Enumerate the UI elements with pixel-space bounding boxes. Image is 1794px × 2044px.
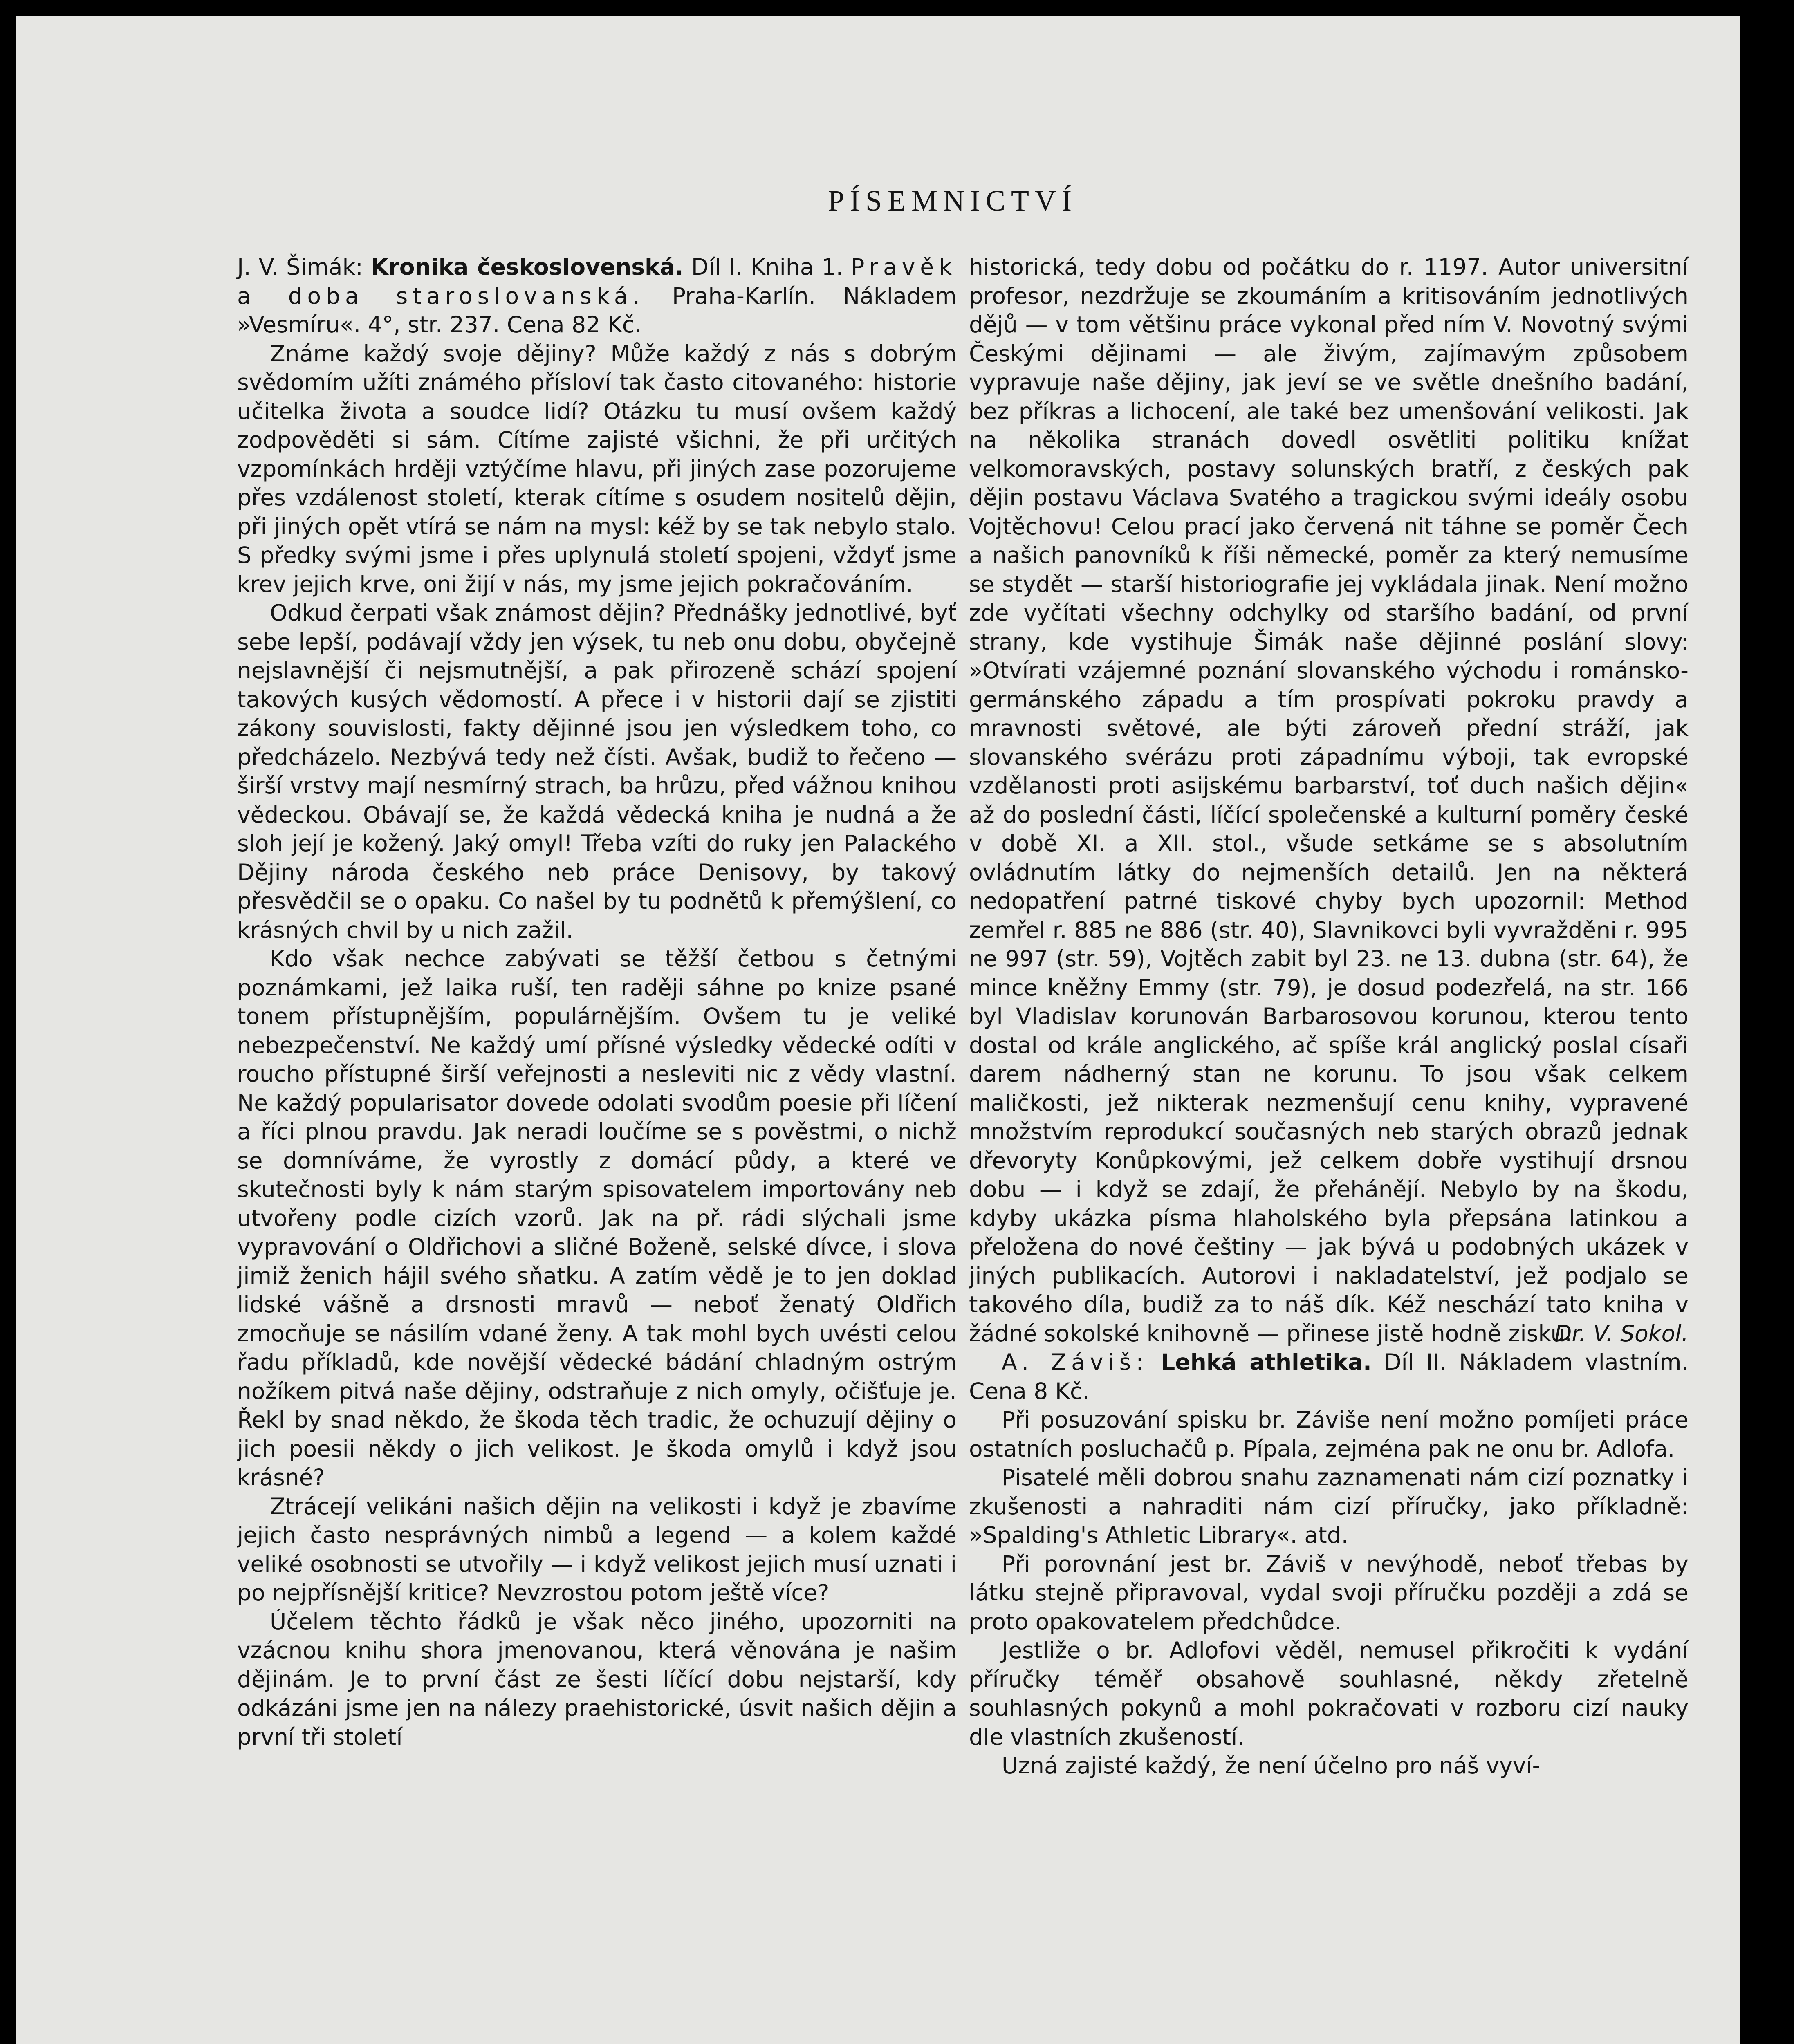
paragraph: Pisatelé měli dobrou snahu zaznamenati nám cizí poznatky i zkušenosti a nahraditi nám cizí příručky, jako příkladně: »Spalding's Athletic Library«. atd.: [969, 1464, 1689, 1548]
review-author: J. V. Šimák:: [237, 254, 363, 280]
review-signature: Dr. V. Sokol.: [1554, 1320, 1689, 1347]
paragraph-continued: historická, tedy dobu od počátku do r. 1197. Autor universitní profesor, nezdržuje se zkoumáním a kritisováním jednotlivých dějů — v tom většinu práce vykonal před ním V. Novotný svými Českými dějinami — ale živým, zajímavým způsobem vypravuje naše dějiny, jak jeví se ve světle dnešního badání, bez příkras a lichocení, ale také bez umenšování velikosti. Jak na několika stranách dovedl osvětliti politiku knížat velkomoravských, postavy solunských bratří, z českých pak dějin postavu Václava Svatého a tragickou svými ideály osobu Vojtěchovu! Celou prací jako červená nit táhne se poměr Čech a našich panovníků k říši německé, poměr za který nemusíme se stydět — starší historiografie jej vykládala jinak. Není možno zde vyčítati všechny odchylky od staršího badání, od první strany, kde vystihuje Šimák naše dějinné poslání slovy: »Otvírati vzájemné poznání slovanského východu i románsko-germánského západu a tím prospívati pokroku pravdy a mravnosti světové, ale býti zároveň přední stráží, jak slovanského svérázu proti západnímu výboji, tak evropské vzdělanosti proti asijskému barbarství, toť duch našich dějin« až do poslední části, líčící společenské a kulturní poměry české v době XI. a XII. stol., všude setkáme se s absolutním ovládnutím látky do nejmenších detailů. Jen na některá nedopatření patrné tiskové chyby bych upozornil: Method zemřel r. 885 ne 886 (str. 40), Slavnikovci byli vyvražděni r. 995 ne 997 (str. 59), Vojtěch zabit byl 23. ne 13. dubna (str. 64), že mince kněžny Emmy (str. 79), je dosud podezřelá, na str. 166 byl Vladislav korunován Barbarosovou korunou, kterou tento dostal od krále anglického, ač spíše král anglický poslal císaři darem nádherný stan ne korunu. To jsou však celkem maličkosti, jež nikterak nezmenšují cenu knihy, vypravené množstvím reprodukcí současných neb starých obrazů jednak dřevoryty Konůpkovými, jež celkem dobře vystihují drsnou dobu — i když se zdají, že přehánějí. Nebylo by na škodu, kdyby ukázka písma hlaholského byla přepsána latinkou a přeložena do nové češtiny — jak bývá u podobných ukázek v jiných publikacích. Autorovi i nakladatelství, jež podjalo se takového díla, budiž za to náš dík. Kéž neschází tato kniha v žádné sokolské knihovně — přinese jistě hodně zisku.: [969, 254, 1689, 1347]
review-header: [969, 1348, 1689, 1405]
scan-border-right: [1740, 0, 1794, 2044]
review-title: Kronika československá.: [371, 254, 684, 280]
paragraph: Známe každý svoje dějiny? Může každý z nás s dobrým svědomím užíti známého přísloví tak často citovaného: historie učitelka života a soudce lidí? Otázku tu musí ovšem každý zodpověděti si sám. Cítíme zajisté všichni, že při určitých vzpomínkách hrději vztýčíme hlavu, při jiných zase pozorujeme přes vzdálenost století, kterak cítíme s osudem nositelů dějin, při jiných opět vtírá se nám na mysl: kéž by se tak nebylo stalo. S předky svými jsme i přes uplynulá století spojeni, vždyť jsme krev jejich krve, oni žijí v nás, my jsme jejich pokračováním.: [237, 340, 957, 597]
review-publication-info: Díl II. Nákladem vlastním. Cena 8 Kč.: [969, 1349, 1689, 1404]
paragraph: Účelem těchto řádků je však něco jiného, upozorniti na vzácnou knihu shora jmenovanou, která věnována je našim dějinám. Je to první část ze šesti líčící dobu nejstarší, kdy odkázáni jsme jen na nálezy praehistorické, úsvit našich dějin a první tři století: [237, 1608, 957, 1750]
section-heading: PÍSEMNICTVÍ: [827, 184, 1077, 217]
paragraph: Při porovnání jest br. Záviš v nevýhodě, neboť třebas by látku stejně připravoval, vydal svoji příručku později a zdá se proto opakovatelem předchůdce.: [969, 1551, 1689, 1635]
review-header: [237, 253, 957, 339]
paragraph: Jestliže o br. Adlofovi věděl, nemusel přikročiti k vydání příručky téměř obsahově souhlasné, někdy zřetelně souhlasných pokynů a mohl pokračovati v rozboru cizí nauky dle vlastních zkušeností.: [969, 1637, 1689, 1750]
review-publication-info: Praha-Karlín. Nákladem »Vesmíru«. 4°, str. 237. Cena 82 Kč.: [237, 282, 957, 338]
paragraph: Při posuzování spisku br. Záviše není možno pomíjeti práce ostatních posluchačů p. Pípala, zejména pak ne onu br. Adlofa.: [969, 1407, 1689, 1462]
paragraph: Kdo však nechce zabývati se těžší četbou s četnými poznámkami, jež laika ruší, ten raději sáhne po knize psané tonem přístupnějším, populárnějším. Ovšem tu je veliké nebezpečenství. Ne každý umí přísné výsledky vědecké odíti v roucho přístupné širší veřejnosti a nesleviti nic z vědy vlastní. Ne každý popularisator dovede odolati svodům poesie při líčení a říci plnou pravdu. Jak neradi loučíme se s pověstmi, o nichž se domníváme, že vyrostly z domácí půdy, a které ve skutečnosti byly k nám starým spisovatelem importovány neb utvořeny podle cizích vzorů. Jak na př. rádi slýchali jsme vypravování o Oldřichovi a sličné Boženě, selské dívce, i slova jimiž ženich hájil svého sňatku. A zatím vědě je to jen doklad lidské vášně a drsnosti mravů — neboť ženatý Oldřich zmocňuje se násilím vdané ženy. A tak mohl bych uvésti celou řadu příkladů, kde novější vědecké bádání chladným ostrým nožíkem pitvá naše dějiny, odstraňuje z nich omyly, očišťuje je. Řekl by snad někdo, že škoda těch tradic, že ochuzují dějiny o jich poesii někdy o jich velikost. Je škoda omylů i když jsou krásné?: [237, 946, 957, 1490]
paragraph: Uzná zajisté každý, že není účelno pro náš vyví-: [1002, 1753, 1541, 1779]
review-author: A. Záviš:: [1002, 1349, 1148, 1375]
review-subtitle: Pravěk a doba staroslovanská.: [237, 254, 957, 309]
right-column: [969, 253, 1689, 1780]
review-title: Lehká athletika.: [1161, 1349, 1372, 1375]
left-column: [237, 253, 957, 1751]
review-volume: Díl I. Kniha 1.: [691, 254, 843, 280]
paragraph: Ztrácejí velikáni našich dějin na velikosti i když je zbavíme jejich často nesprávných nimbů a legend — a kolem každé veliké osobnosti se utvořily — i když velikost jejich musí uznati i po nejpřísnější kritice? Nevzrostou potom ještě více?: [237, 1493, 957, 1606]
paragraph: Odkud čerpati však známost dějin? Přednášky jednotlivé, byť sebe lepší, podávají vždy jen výsek, tu neb onu dobu, obyčejně nejslavnější či nejsmutnější, a pak přirozeně schází spojení takových kusých vědomostí. A přece i v historii dají se zjistiti zákony souvislosti, fakty dějinné jsou jen výsledkem toho, co předcházelo. Nezbývá tedy než čísti. Avšak, budiž to řečeno — širší vrstvy mají nesmírný strach, ba hrůzu, před vážnou knihou vědeckou. Obávají se, že každá vědecká kniha je nudná a že sloh její je kožený. Jaký omyl! Třeba vzíti do ruky jen Palackého Dějiny národa českého neb práce Denisovy, by takový přesvědčil se o opaku. Co našel by tu podnětů k přemýšlení, co krásných chvil by u nich zažil.: [237, 600, 957, 943]
